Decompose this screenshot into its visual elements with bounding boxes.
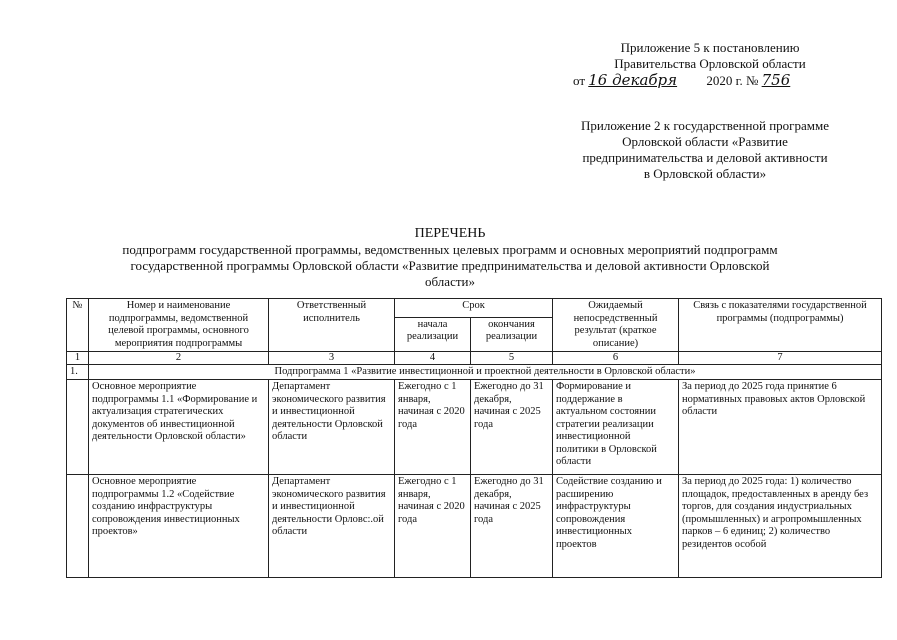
column-number: 6 bbox=[553, 352, 679, 365]
header-link: Связь с показателями государственной программы (подпрограммы) bbox=[679, 299, 882, 352]
column-number: 2 bbox=[89, 352, 269, 365]
start-cell: Ежегодно с 1 января, начиная с 2020 года bbox=[395, 475, 471, 578]
column-number-row bbox=[67, 352, 882, 365]
perechen-table bbox=[66, 298, 882, 578]
header-result: Ожидаемый непосредственный результат (краткое описание) bbox=[553, 299, 679, 352]
link-cell: За период до 2025 года: 1) количество площадок, предоставленных в аренду без торгов, для создания индустриальных (промышленных) и агропромышленных парков – 6 единиц; 2) количество резидентов особой bbox=[679, 475, 882, 578]
column-number: 7 bbox=[679, 352, 882, 365]
year-text: 2020 г. № bbox=[706, 73, 759, 88]
column-number: 1 bbox=[67, 352, 89, 365]
executor-cell: Департамент экономического развития и инвестиционной деятельности Орловской области bbox=[269, 380, 395, 475]
appendix-2-line3: предпринимательства и деловой активности bbox=[582, 150, 828, 165]
appendix-5-date-line bbox=[570, 72, 850, 89]
document-title bbox=[60, 226, 840, 290]
title-line1: ПЕРЕЧЕНЬ bbox=[414, 226, 486, 241]
header-name: Номер и наименование подпрограммы, ведомственной целевой программы, основного мероприятия подпрограммы bbox=[89, 299, 269, 352]
end-cell: Ежегодно до 31 декабря, начиная с 2025 года bbox=[471, 475, 553, 578]
column-number: 4 bbox=[395, 352, 471, 365]
row-number-cell bbox=[67, 380, 89, 475]
appendix-2-line1: Приложение 2 к государственной программе bbox=[580, 118, 830, 133]
handwritten-number: 756 bbox=[761, 71, 791, 89]
measure-name-cell: Основное мероприятие подпрограммы 1.1 «Формирование и актуализация стратегических документов об инвестиционной деятельности Орловской области» bbox=[89, 380, 269, 475]
header-row bbox=[67, 299, 882, 318]
executor-cell: Департамент экономического развития и инвестиционной деятельности Орловс:.ой области bbox=[269, 475, 395, 578]
result-cell: Формирование и поддержание в актуальном состоянии стратегии реализации инвестиционной политики в Орловской области bbox=[553, 380, 679, 475]
result-cell: Содействие созданию и расширению инфраструктуры сопровождения инвестиционных проектов bbox=[553, 475, 679, 578]
appendix-2-line4: в Орловской области» bbox=[643, 166, 767, 181]
date-prefix: от bbox=[573, 73, 586, 88]
header-executor: Ответственный исполнитель bbox=[269, 299, 395, 352]
link-cell: За период до 2025 года принятие 6 нормативных правовых актов Орловской области bbox=[679, 380, 882, 475]
handwritten-date: 16 декабря bbox=[588, 71, 678, 89]
column-number: 3 bbox=[269, 352, 395, 365]
start-cell: Ежегодно с 1 января, начиная с 2020 года bbox=[395, 380, 471, 475]
appendix-5-header bbox=[570, 40, 850, 89]
subprogram-number: 1. bbox=[67, 365, 89, 380]
column-number: 5 bbox=[471, 352, 553, 365]
title-line4: области» bbox=[425, 274, 475, 289]
header-term: Срок bbox=[395, 299, 553, 318]
title-line3: государственной программы Орловской области «Развитие предпринимательства и деловой активности Орловской bbox=[130, 258, 770, 273]
subprogram-title: Подпрограмма 1 «Развитие инвестиционной и проектной деятельности в Орловской области» bbox=[89, 365, 882, 380]
appendix-2-line2: Орловской области «Развитие bbox=[622, 134, 788, 149]
measure-name-cell: Основное мероприятие подпрограммы 1.2 «Содействие созданию инфраструктуры сопровождения инвестиционных проектов» bbox=[89, 475, 269, 578]
header-term-start: начала реализации bbox=[395, 317, 471, 351]
table-row bbox=[67, 380, 882, 475]
row-number-cell bbox=[67, 475, 89, 578]
subprogram-row bbox=[67, 365, 882, 380]
appendix-5-line1: Приложение 5 к постановлению bbox=[620, 40, 800, 55]
appendix-2-header bbox=[545, 118, 865, 182]
appendix-5-line2: Правительства Орловской области bbox=[614, 56, 806, 71]
title-line2: подпрограмм государственной программы, ведомственных целевых программ и основных мероприятий подпрограмм bbox=[122, 242, 778, 257]
end-cell: Ежегодно до 31 декабря, начиная с 2025 года bbox=[471, 380, 553, 475]
header-num: № bbox=[67, 299, 89, 352]
table-row bbox=[67, 475, 882, 578]
header-term-end: окончания реализации bbox=[471, 317, 553, 351]
